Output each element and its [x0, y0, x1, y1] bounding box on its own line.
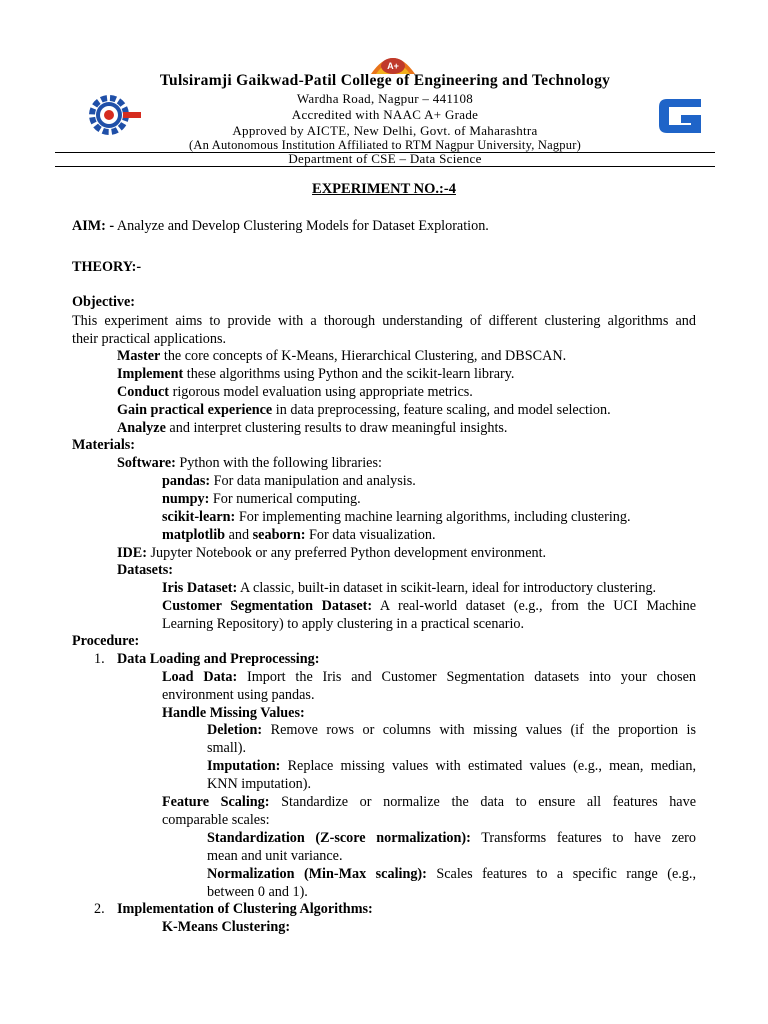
aim-label: AIM: -	[72, 218, 115, 234]
step-2-title: Implementation of Clustering Algorithms:	[117, 901, 373, 917]
missing-values-heading: Handle Missing Values:	[162, 705, 305, 721]
objective-intro-line-1: This experiment aims to provide with a thorough understanding of different clustering algorithms and	[72, 313, 696, 329]
objective-heading: Objective:	[72, 294, 136, 310]
library-item: numpy: For numerical computing.	[162, 491, 361, 507]
college-name: Tulsiramji Gaikwad-Patil College of Engineering and Technology	[159, 72, 611, 89]
letterhead	[55, 48, 715, 166]
affiliation-line: (An Autonomous Institution Affiliated to RTM Nagpur University, Nagpur)	[189, 138, 581, 152]
step-1-title: Data Loading and Preprocessing:	[117, 651, 320, 667]
college-address: Wardha Road, Nagpur – 441108	[296, 91, 474, 106]
emblem-text: A+	[387, 61, 399, 71]
feature-scaling-line-2: comparable scales:	[162, 812, 270, 828]
software-line: Software: Python with the following libraries:	[117, 455, 382, 471]
feature-scaling-line-1: Feature Scaling: Standardize or normalize the data to ensure all features have	[162, 794, 696, 810]
department-line: Department of CSE – Data Science	[288, 151, 482, 166]
objective-item: Master the core concepts of K-Means, Hierarchical Clustering, and DBSCAN.	[117, 348, 567, 364]
materials-heading: Materials:	[72, 437, 136, 453]
library-item: pandas: For data manipulation and analysis.	[162, 473, 416, 489]
imputation-line-2: KNN imputation).	[207, 776, 312, 792]
aim-text: Analyze and Develop Clustering Models for Dataset Exploration.	[114, 218, 489, 234]
ide-line: IDE: Jupyter Notebook or any preferred Python development environment.	[117, 545, 547, 561]
library-item: scikit-learn: For implementing machine learning algorithms, including clustering.	[162, 509, 631, 525]
standardization-line-1: Standardization (Z-score normalization): Transforms features to have zero	[207, 830, 696, 846]
procedure-heading: Procedure:	[72, 633, 140, 649]
deletion-line-1: Deletion: Remove rows or columns with missing values (if the proportion is	[207, 722, 696, 738]
objective-item: Implement these algorithms using Python and the scikit-learn library.	[117, 366, 515, 382]
load-data-line-2: environment using pandas.	[162, 687, 315, 703]
deletion-line-2: small).	[207, 740, 247, 756]
library-item-visualization: matplotlib and seaborn: For data visualization.	[162, 527, 436, 543]
normalization-line-1: Normalization (Min-Max scaling): Scales features to a specific range (e.g.,	[207, 866, 696, 882]
objective-intro-line-2: their practical applications.	[72, 331, 227, 347]
dataset-item-iris: Iris Dataset: A classic, built-in dataset in scikit-learn, ideal for introductory clustering.	[162, 580, 657, 596]
dataset-item-customer-cont: Learning Repository) to apply clustering in a practical scenario.	[162, 616, 525, 632]
kmeans-heading: K-Means Clustering:	[162, 919, 291, 935]
step-2-number: 2.	[94, 901, 105, 917]
objective-item: Gain practical experience in data preprocessing, feature scaling, and model selection.	[117, 402, 611, 418]
dataset-item-customer: Customer Segmentation Dataset: A real-world dataset (e.g., from the UCI Machine	[162, 598, 696, 614]
experiment-title: EXPERIMENT NO.:-4	[312, 181, 456, 197]
objective-item: Conduct rigorous model evaluation using appropriate metrics.	[117, 384, 473, 400]
theory-heading: THEORY:-	[72, 259, 142, 275]
objective-item: Analyze and interpret clustering results to draw meaningful insights.	[117, 420, 508, 436]
load-data-line-1: Load Data: Import the Iris and Customer Segmentation datasets into your chosen	[162, 669, 696, 685]
datasets-heading: Datasets:	[117, 562, 173, 578]
header-divider-bottom	[55, 166, 715, 167]
standardization-line-2: mean and unit variance.	[207, 848, 343, 864]
imputation-line-1: Imputation: Replace missing values with estimated values (e.g., mean, median,	[207, 758, 696, 774]
accreditation-line: Accredited with NAAC A+ Grade	[291, 107, 479, 122]
aim-line	[72, 218, 489, 235]
normalization-line-2: between 0 and 1).	[207, 884, 308, 900]
step-1-number: 1.	[94, 651, 105, 667]
approval-line: Approved by AICTE, New Delhi, Govt. of Maharashtra	[232, 123, 538, 138]
